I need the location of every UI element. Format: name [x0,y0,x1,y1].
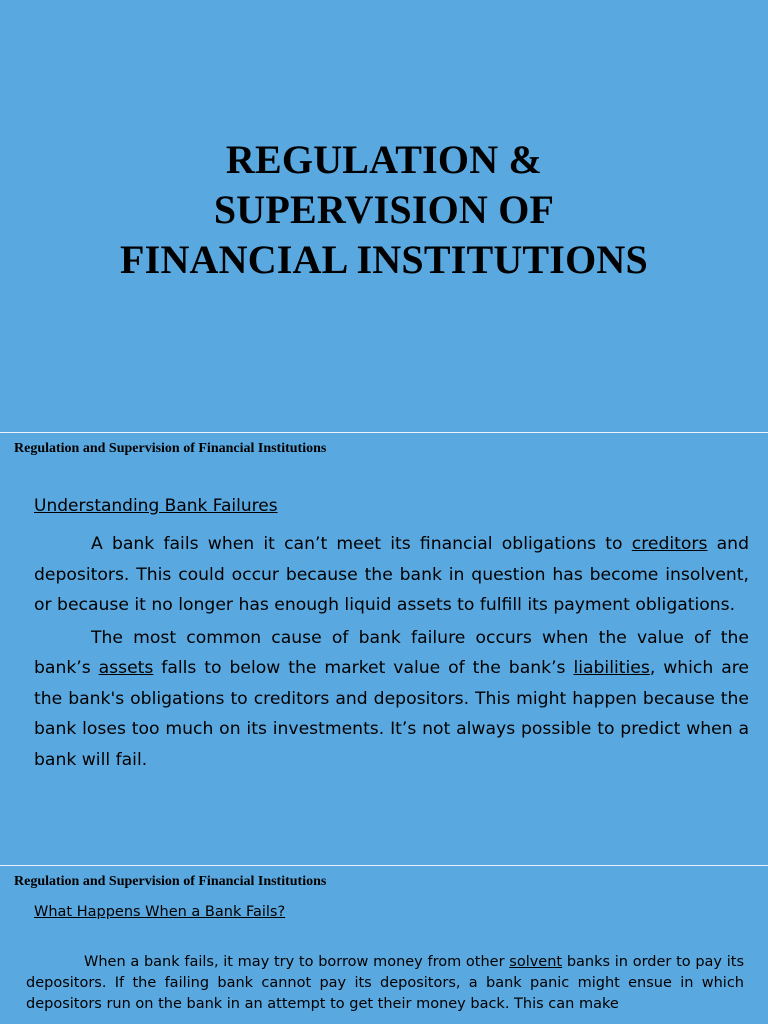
section-heading: Understanding Bank Failures [34,496,278,516]
liabilities-link[interactable]: liabilities [573,658,650,678]
paragraph-text: banks in order to pay its depositors. If the failing bank cannot pay its depositors, a bank panic might ensue in which depositors run on the bank in an attempt to get their money back. This can make [26,954,744,1012]
content-slide-bank-failures [0,433,768,865]
paragraph-1 [34,529,749,621]
solvent-link[interactable]: solvent [509,954,563,970]
title-line-1: REGULATION & [225,137,543,182]
paragraph-text: The most common cause of bank failure occurs when the value of the bank’s [34,627,749,678]
body-text [34,529,749,775]
body-text [26,952,744,1015]
paragraph-text: and depositors. This could occur because the bank in question has become insolvent, or because it no longer has enough liquid assets to fulfill its payment obligations. [34,534,749,615]
slide-header: Regulation and Supervision of Financial Institutions [14,874,327,889]
section-heading: What Happens When a Bank Fails? [34,904,286,920]
paragraph-text: falls to below the market value of the bank’s [153,658,574,678]
slide-title [0,135,768,285]
title-slide [0,0,768,432]
title-line-3: FINANCIAL INSTITUTIONS [120,237,648,282]
paragraph-2 [34,623,749,776]
slide-header: Regulation and Supervision of Financial Institutions [14,441,327,456]
content-slide-what-happens [0,866,768,1024]
paragraph-text: When a bank fails, it may try to borrow money from other [84,954,510,970]
assets-link[interactable]: assets [98,658,154,678]
title-line-2: SUPERVISION OF [213,187,555,232]
creditors-link[interactable]: creditors [631,534,708,554]
paragraph-text: A bank fails when it can’t meet its financial obligations to [91,534,632,554]
paragraph-text: , which are the bank's obligations to creditors and depositors. This might happen because the bank loses too much on its investments. It’s not always possible to predict when a bank will fail. [34,658,749,770]
paragraph-1 [26,952,744,1015]
